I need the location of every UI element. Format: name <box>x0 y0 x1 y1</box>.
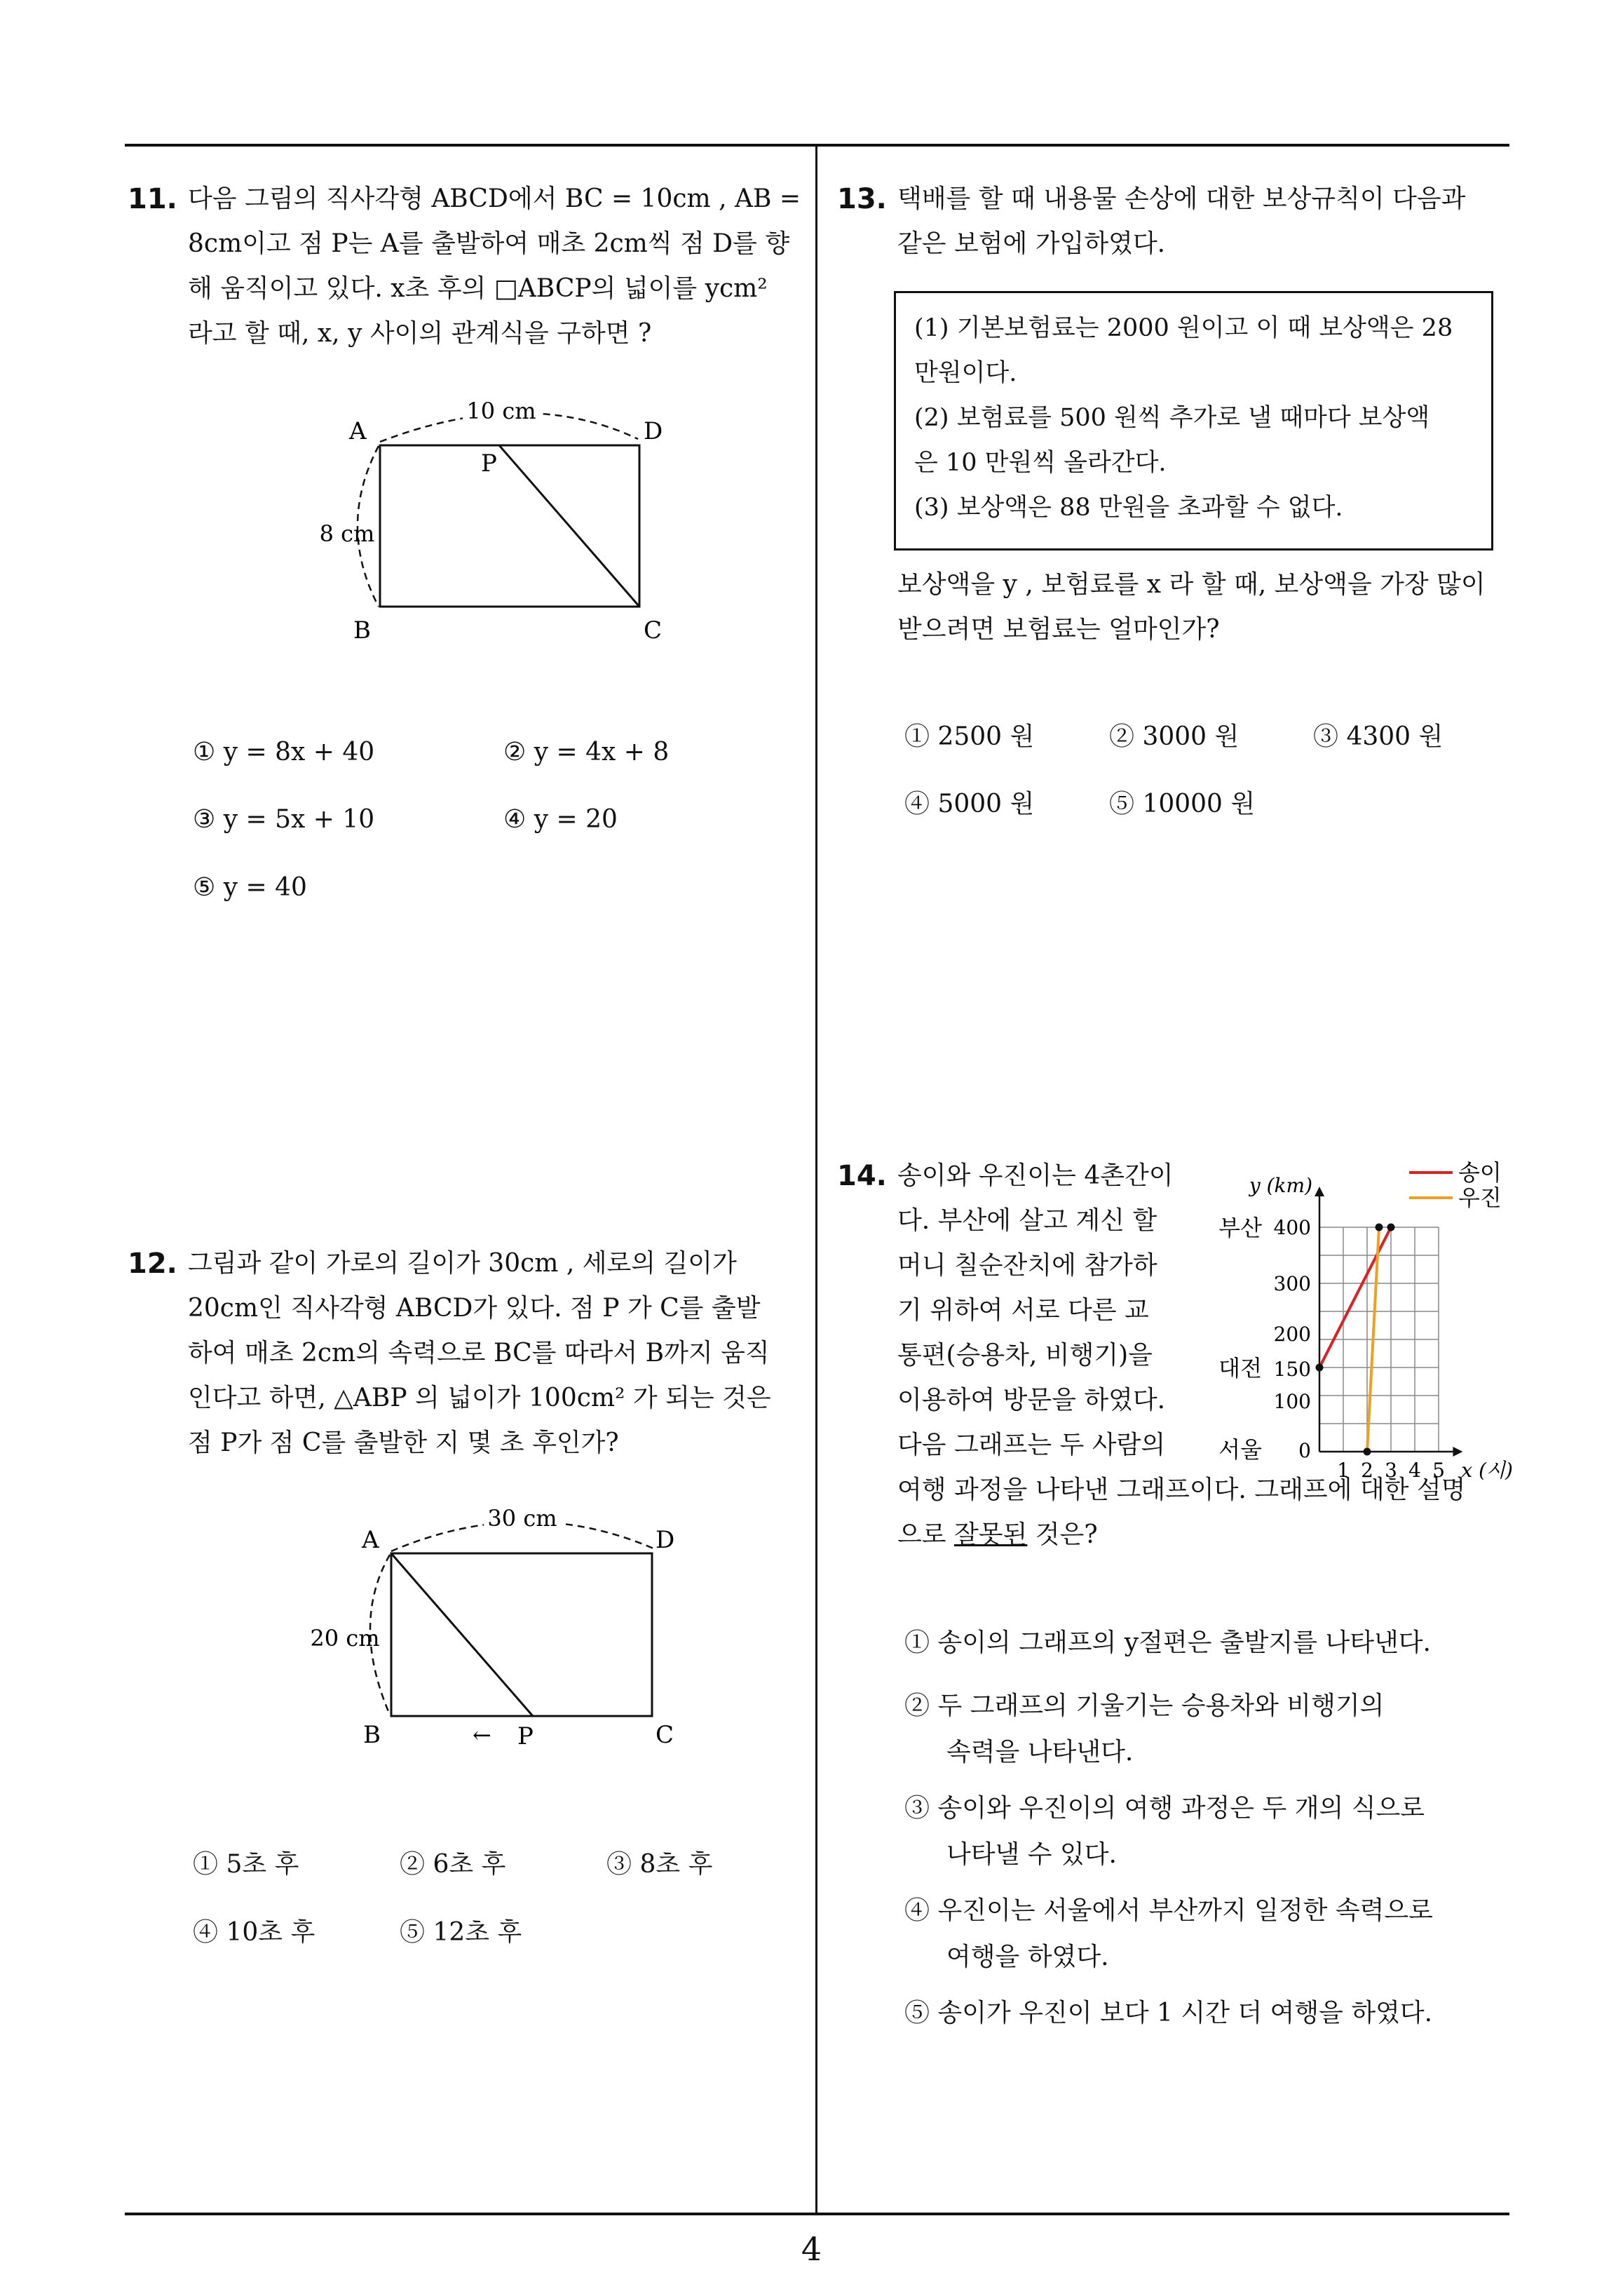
choice-line: ② 두 그래프의 기울기는 승용차와 비행기의 <box>904 1691 1385 1720</box>
rule-line: (3) 보상액은 88 만원을 초과할 수 없다. <box>914 494 1343 522</box>
question-line: 여행 과정을 나타낸 그래프이다. 그래프에 대한 설명 <box>897 1475 1466 1504</box>
legend-label: 우진 <box>1458 1184 1502 1211</box>
question-number: 12. <box>128 1248 177 1280</box>
question-line <box>897 1513 1514 1558</box>
question-line: 송이와 우진이는 4촌간이 <box>897 1161 1174 1190</box>
arrow-left-icon: ← <box>473 1722 491 1748</box>
question-line: 머니 칠순잔치에 참가하 <box>897 1251 1157 1280</box>
q11-rectangle-figure <box>308 393 701 645</box>
choice-5[interactable] <box>904 1990 1514 2037</box>
question-line: 통편(승용차, 비행기)을 <box>897 1341 1153 1370</box>
choice-5[interactable]: ⑤ y = 40 <box>193 873 307 902</box>
label-D: D <box>644 417 663 445</box>
label-C: C <box>644 616 663 644</box>
choice-line: ③ 송이와 우진이의 여행 과정은 두 개의 식으로 <box>904 1794 1425 1823</box>
bottom-rule <box>125 2213 1509 2215</box>
q12-rectangle-figure <box>301 1497 708 1757</box>
choice-4[interactable]: ④ 5000 원 <box>904 790 1035 818</box>
series-line <box>1319 1227 1391 1368</box>
question-line: 받으려면 보험료는 얼마인가? <box>897 615 1220 644</box>
label-P: P <box>517 1722 534 1750</box>
data-point <box>1376 1224 1383 1231</box>
x-tick-label: 4 <box>1408 1459 1421 1480</box>
y-tick-label: 150 <box>1273 1358 1311 1381</box>
question-line: 기 위하여 서로 다른 교 <box>897 1296 1149 1325</box>
question-14-continued <box>897 1468 1514 1558</box>
question-line: 하여 매초 2cm의 속력으로 BC를 따라서 B까지 움직 <box>188 1339 770 1368</box>
y-tick-label: 300 <box>1273 1272 1311 1295</box>
data-point <box>1387 1224 1395 1231</box>
question-line: 8cm이고 점 P는 A를 출발하여 매초 2cm씩 점 D를 향 <box>188 229 790 258</box>
label-P: P <box>481 450 497 478</box>
label-A: A <box>362 1526 379 1554</box>
x-axis-label: x (시) <box>1461 1459 1513 1480</box>
x-tick-label: 5 <box>1432 1459 1445 1480</box>
x-tick-label: 3 <box>1385 1459 1397 1480</box>
question-12 <box>128 1241 805 1466</box>
rule-line: (2) 보험료를 500 원씩 추가로 낼 때마다 보상액 <box>914 404 1430 432</box>
label-side-length: 8 cm <box>319 520 375 547</box>
y-tick-label: 200 <box>1273 1323 1311 1346</box>
underlined-keyword: 잘못된 <box>954 1520 1028 1549</box>
choice-5[interactable]: ⑤ 12초 후 <box>400 1918 522 1947</box>
label-B: B <box>353 616 371 644</box>
choice-line: ① 송이의 그래프의 y절편은 출발지를 나타낸다. <box>904 1628 1431 1657</box>
question-number: 11. <box>128 183 177 215</box>
choice-3[interactable] <box>904 1785 1514 1878</box>
label-side-length: 20 cm <box>310 1625 380 1652</box>
choice-1[interactable]: ① 5초 후 <box>193 1850 299 1879</box>
question-text <box>188 1241 805 1466</box>
question-line: 해 움직이고 있다. x초 후의 □ABCP의 넓이를 ycm² <box>188 274 768 303</box>
choice-line: 나타낼 수 있다. <box>946 1840 1117 1869</box>
question-line: 택배를 할 때 내용물 손상에 대한 보상규칙이 다음과 <box>897 184 1466 213</box>
choice-2[interactable] <box>904 1683 1514 1776</box>
question-14 <box>837 1154 1192 1468</box>
choice-3[interactable]: ③ y = 5x + 10 <box>193 805 375 834</box>
y-city-label: 서울 <box>1218 1436 1262 1463</box>
choice-4[interactable]: ④ y = 20 <box>503 805 618 834</box>
question-13 <box>837 177 1514 266</box>
question-prefix: 으로 <box>897 1520 954 1549</box>
question-number: 14. <box>837 1160 887 1192</box>
y-tick-label: 0 <box>1298 1439 1311 1462</box>
x-axis-arrow-icon <box>1453 1447 1462 1457</box>
y-axis-arrow-icon <box>1315 1187 1324 1196</box>
question-line: 그림과 같이 가로의 길이가 30cm , 세로의 길이가 <box>188 1249 737 1278</box>
y-tick-label: 100 <box>1273 1390 1311 1413</box>
y-axis-label: y (km) <box>1249 1174 1312 1197</box>
question-text <box>188 177 805 356</box>
question-13-continued <box>897 562 1514 652</box>
rule-line: 만원이다. <box>914 359 1017 387</box>
choice-2[interactable]: ② 6초 후 <box>400 1850 506 1879</box>
label-B: B <box>363 1721 381 1749</box>
question-line: 라고 할 때, x, y 사이의 관계식을 구하면 ? <box>188 319 652 348</box>
x-tick-label: 2 <box>1361 1459 1373 1480</box>
choice-3[interactable]: ③ 8초 후 <box>606 1850 713 1879</box>
choice-line: 속력을 나타낸다. <box>946 1738 1134 1767</box>
question-text <box>897 177 1514 266</box>
data-point <box>1316 1364 1324 1372</box>
choice-4[interactable]: ④ 10초 후 <box>193 1918 315 1947</box>
choice-line: ⑤ 송이가 우진이 보다 1 시간 더 여행을 하였다. <box>904 1999 1433 2027</box>
column-divider <box>815 144 817 2214</box>
question-line: 다음 그래프는 두 사람의 <box>897 1431 1166 1459</box>
choice-line: 여행을 하였다. <box>946 1943 1109 1971</box>
data-point <box>1364 1448 1371 1456</box>
question-line: 같은 보험에 가입하였다. <box>897 229 1166 258</box>
choice-3[interactable]: ③ 4300 원 <box>1313 722 1444 751</box>
question-line: 이용하여 방문을 하였다. <box>897 1386 1166 1414</box>
choice-1[interactable]: ① y = 8x + 40 <box>193 738 375 767</box>
q14-choices <box>904 1620 1514 2037</box>
y-city-label: 대전 <box>1218 1355 1262 1382</box>
choice-line: ④ 우진이는 서울에서 부산까지 일정한 속력으로 <box>904 1896 1433 1925</box>
label-A: A <box>349 417 367 445</box>
label-top-length: 10 cm <box>466 398 536 424</box>
y-tick-label: 400 <box>1273 1216 1311 1239</box>
question-line: 다. 부산에 살고 계신 할 <box>897 1206 1157 1235</box>
choice-2[interactable]: ② y = 4x + 8 <box>503 738 670 767</box>
travel-chart <box>1192 1150 1514 1480</box>
rules-box <box>894 291 1493 551</box>
question-text <box>897 1154 1192 1468</box>
question-line: 점 P가 점 C를 출발한 지 몇 초 후인가? <box>188 1429 619 1457</box>
page-number: 4 <box>801 2230 822 2268</box>
question-line: 인다고 하면, △ABP 의 넓이가 100cm² 가 되는 것은 <box>188 1384 771 1412</box>
x-tick-label: 1 <box>1337 1459 1350 1480</box>
question-line: 20cm인 직사각형 ABCD가 있다. 점 P 가 C를 출발 <box>188 1294 761 1323</box>
choice-5[interactable]: ⑤ 10000 원 <box>1109 790 1256 818</box>
question-number: 13. <box>837 183 887 215</box>
question-11 <box>128 177 805 356</box>
question-line: 보상액을 y , 보험료를 x 라 할 때, 보상액을 가장 많이 <box>897 570 1486 599</box>
rule-line: 은 10 만원씩 올라간다. <box>914 449 1167 477</box>
question-line: 다음 그림의 직사각형 ABCD에서 BC = 10cm , AB = <box>188 184 801 213</box>
legend-label: 송이 <box>1458 1159 1502 1186</box>
choice-2[interactable]: ② 3000 원 <box>1109 722 1240 751</box>
label-D: D <box>656 1526 675 1554</box>
label-top-length: 30 cm <box>487 1505 557 1532</box>
question-suffix: 것은? <box>1027 1520 1098 1549</box>
label-C: C <box>656 1721 674 1749</box>
choice-1[interactable]: ① 2500 원 <box>904 722 1035 751</box>
y-city-label: 부산 <box>1218 1215 1262 1241</box>
rule-line: (1) 기본보험료는 2000 원이고 이 때 보상액은 28 <box>914 314 1453 342</box>
choice-4[interactable] <box>904 1888 1514 1980</box>
choice-1[interactable] <box>904 1620 1514 1666</box>
